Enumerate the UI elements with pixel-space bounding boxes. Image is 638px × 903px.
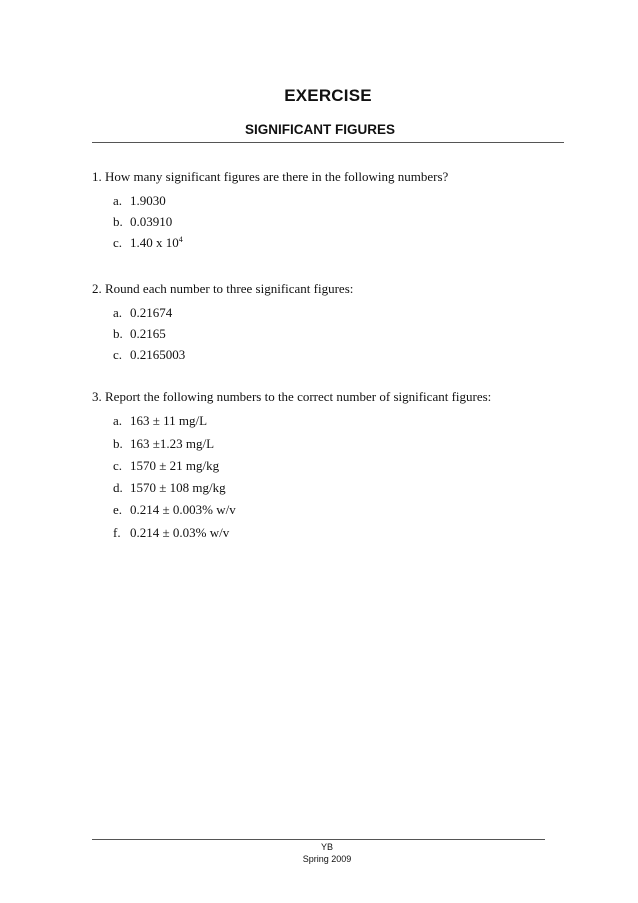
question-3-item-c <box>113 458 219 474</box>
question-3-item-b <box>113 436 214 452</box>
question-1-item-a <box>113 193 166 209</box>
item-letter: d. <box>113 480 123 495</box>
header-divider <box>92 142 564 143</box>
question-2-item-a <box>113 305 172 321</box>
item-letter: f. <box>113 525 121 540</box>
item-text: 1.40 x 10 <box>130 235 179 250</box>
item-text: 0.03910 <box>130 214 173 229</box>
question-3-item-e <box>113 502 236 518</box>
item-text: 163 ± 11 mg/L <box>130 413 208 428</box>
item-text: 0.214 ± 0.03% w/v <box>130 525 230 540</box>
footer-initials: YB <box>320 842 333 852</box>
footer-term: Spring 2009 <box>302 854 352 864</box>
question-2-item-b <box>113 326 166 342</box>
item-text: 0.21674 <box>130 305 173 320</box>
item-letter: a. <box>113 413 123 428</box>
item-letter: c. <box>113 458 123 473</box>
question-3-prompt: 3. Report the following numbers to the correct number of significant figures: <box>92 389 492 404</box>
item-text: 0.2165 <box>130 326 166 341</box>
question-2-prompt: 2. Round each number to three significant figures: <box>92 281 354 296</box>
item-text: 1570 ± 21 mg/kg <box>130 458 220 473</box>
question-2-item-c <box>113 347 185 363</box>
question-1-item-b <box>113 214 172 230</box>
item-text: 1570 ± 108 mg/kg <box>130 480 226 495</box>
item-letter: c. <box>113 347 123 362</box>
item-text: 1.9030 <box>130 193 166 208</box>
question-3-item-d <box>113 480 226 496</box>
item-letter: e. <box>113 502 123 517</box>
page-subtitle: SIGNIFICANT FIGURES <box>244 122 395 137</box>
item-letter: a. <box>113 193 123 208</box>
question-1-prompt: 1. How many significant figures are there in the following numbers? <box>92 169 449 184</box>
item-text: 0.2165003 <box>130 347 186 362</box>
item-letter: a. <box>113 305 123 320</box>
question-3-item-a <box>113 413 207 429</box>
footer-divider <box>92 839 545 840</box>
item-text: 163 ±1.23 mg/L <box>130 436 215 451</box>
item-letter: b. <box>113 436 123 451</box>
question-3-item-f <box>113 525 229 541</box>
item-letter: b. <box>113 326 123 341</box>
item-letter: b. <box>113 214 123 229</box>
item-text: 0.214 ± 0.003% w/v <box>130 502 236 517</box>
item-exponent: 4 <box>178 235 183 244</box>
page-title: EXERCISE <box>284 86 372 105</box>
item-letter: c. <box>113 235 123 250</box>
question-1-item-c <box>113 235 183 251</box>
